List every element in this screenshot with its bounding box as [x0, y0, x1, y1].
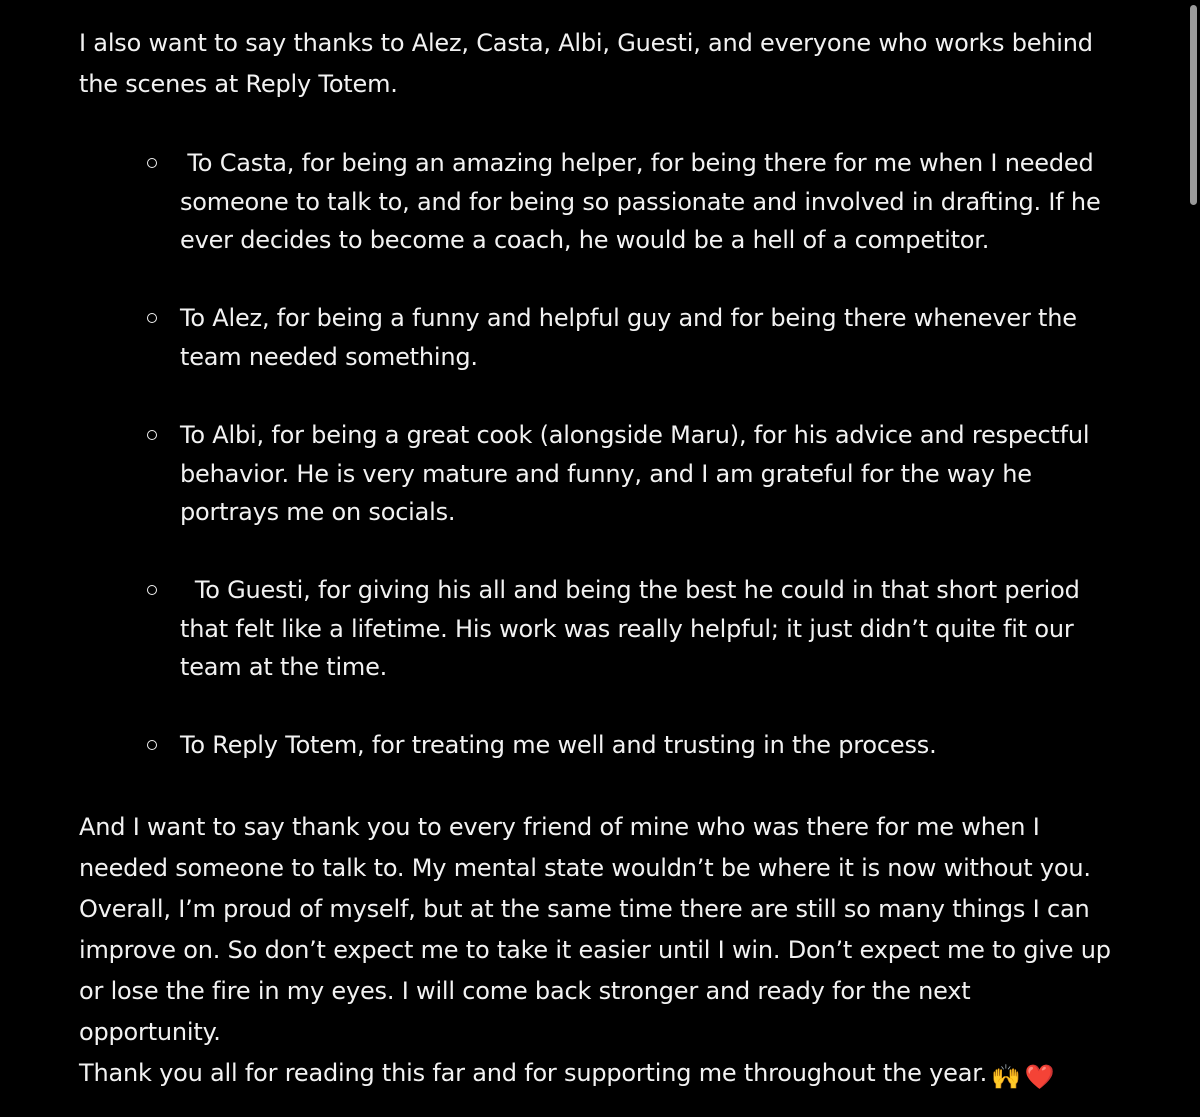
list-item-text [180, 299, 1130, 376]
hollow-circle-bullet-icon [147, 158, 157, 168]
closing-line: Overall, I’m proud of myself, but at the same time there are still so many things I can [79, 895, 1090, 923]
closing-line: or lose the fire in my eyes. I will come back stronger and ready for the next [79, 977, 971, 1005]
list-item-line: To Albi, for being a great cook (alongside Maru), for his advice and respectful [180, 421, 1090, 449]
list-item-line: To Alez, for being a funny and helpful guy and for being there whenever the [180, 304, 1077, 332]
list-item-line: To Casta, for being an amazing helper, for being there for me when I needed [180, 149, 1094, 177]
hollow-circle-bullet-icon [147, 585, 157, 595]
hollow-circle-bullet-icon [147, 740, 157, 750]
closing-line-final [79, 1053, 1139, 1098]
intro-line: the scenes at Reply Totem. [79, 70, 398, 98]
closing-line: needed someone to talk to. My mental state wouldn’t be where it is now without you. [79, 854, 1091, 882]
list-item-text [180, 571, 1130, 687]
list-item-line: team needed something. [180, 342, 478, 371]
list-item-text [180, 416, 1130, 532]
intro-line: I also want to say thanks to Alez, Casta, Albi, Guesti, and everyone who works behind [79, 29, 1093, 57]
intro-paragraph [79, 23, 1139, 105]
hollow-circle-bullet-icon [147, 430, 157, 440]
raising-hands-icon: 🙌 [991, 1063, 1021, 1091]
list-item-line: To Reply Totem, for treating me well and trusting in the process. [180, 731, 937, 759]
thank-you-text: Thank you all for reading this far and for supporting me throughout the year. [79, 1059, 988, 1087]
list-item-line: portrays me on socials. [180, 498, 456, 526]
closing-line: opportunity. [79, 1018, 221, 1046]
closing-paragraph [79, 807, 1139, 1098]
closing-line: And I want to say thank you to every friend of mine who was there for me when I [79, 813, 1040, 841]
hollow-circle-bullet-icon [147, 313, 157, 323]
red-heart-icon: ❤️ [1024, 1063, 1055, 1091]
list-item-line: someone to talk to, and for being so passionate and involved in drafting. If he [180, 187, 1101, 216]
list-item-line: that felt like a lifetime. His work was really helpful; it just didn’t quite fit our [180, 614, 1074, 643]
list-item-text [180, 144, 1130, 260]
list-item-line: To Guesti, for giving his all and being the best he could in that short period [180, 576, 1080, 604]
list-item-line: team at the time. [180, 653, 388, 681]
list-item-text [180, 726, 1130, 765]
scrollbar-thumb[interactable] [1190, 5, 1197, 205]
list-item-line: ever decides to become a coach, he would be a hell of a competitor. [180, 226, 990, 254]
list-item-line: behavior. He is very mature and funny, and I am grateful for the way he [180, 459, 1032, 488]
closing-line: improve on. So don’t expect me to take it easier until I win. Don’t expect me to give up [79, 936, 1111, 964]
